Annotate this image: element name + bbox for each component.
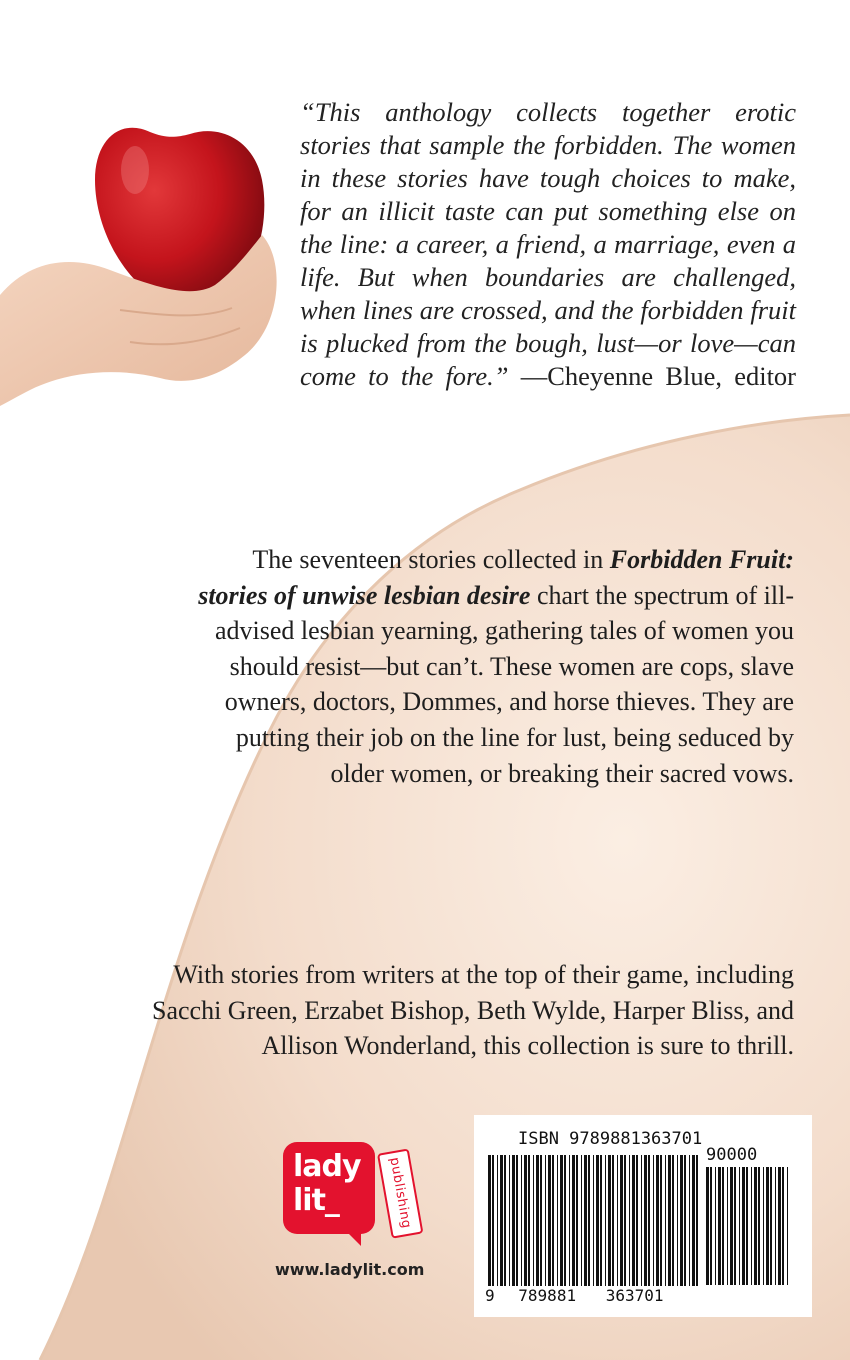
book-title: Forbidden Fruit: stories of unwise lesbian desire (198, 545, 794, 610)
barcode-bar (596, 1155, 599, 1297)
barcode-bar (680, 1155, 683, 1297)
barcode-bar (536, 1155, 539, 1297)
barcode-bar (778, 1167, 781, 1285)
barcode-bar (644, 1155, 647, 1297)
isbn-digits (484, 1286, 704, 1305)
barcode-bar (533, 1155, 534, 1297)
isbn-label: ISBN 9789881363701 (518, 1129, 703, 1149)
barcode-bar (692, 1155, 695, 1297)
logo-tab-label: publishing (386, 1156, 414, 1230)
barcode-bar (660, 1155, 662, 1297)
barcode-bar (576, 1155, 578, 1297)
barcode-bar (629, 1155, 630, 1297)
barcode-bar (734, 1167, 736, 1285)
barcode-bar (488, 1155, 491, 1297)
barcode-bar (715, 1167, 716, 1285)
barcode-bar (500, 1155, 503, 1297)
barcode-bar (552, 1155, 554, 1297)
price-code: 90000 (706, 1145, 758, 1165)
barcode-bar (763, 1167, 764, 1285)
barcode-bar (770, 1167, 772, 1285)
barcode-bar (636, 1155, 638, 1297)
logo-speech-bubble (283, 1142, 375, 1234)
isbn-digit-group-1: 789881 (518, 1286, 577, 1305)
barcode-bar (718, 1167, 721, 1285)
barcode-bar (540, 1155, 542, 1297)
barcode-bar (557, 1155, 558, 1297)
barcode-bar (730, 1167, 733, 1285)
barcode-bar (766, 1167, 769, 1285)
barcode-bar (620, 1155, 623, 1297)
barcode-bar (758, 1167, 760, 1285)
description-paragraph-2: With stories from writers at the top of their game, including Sacchi Green, Erzabet Bishop, Beth Wylde, Harper Bliss, and Allison Wonderland, this collection is sure to thrill. (151, 960, 794, 1061)
barcode-bar (569, 1155, 570, 1297)
editor-quote (300, 96, 796, 393)
barcode-bar (612, 1155, 614, 1297)
barcode-bar (560, 1155, 563, 1297)
logo-line-2: lit_ (293, 1183, 339, 1218)
barcode-bar (548, 1155, 551, 1297)
barcode-bar (668, 1155, 671, 1297)
barcode-bar (572, 1155, 575, 1297)
barcode-bar (605, 1155, 606, 1297)
logo-wordmark (293, 1150, 373, 1218)
barcode-bar (684, 1155, 686, 1297)
publisher-logo (275, 1142, 433, 1279)
barcode-bar (742, 1167, 745, 1285)
barcode-bar (665, 1155, 666, 1297)
barcode-bar (545, 1155, 546, 1297)
barcode-bar (608, 1155, 611, 1297)
barcode-bar (564, 1155, 566, 1297)
barcode-bar (524, 1155, 527, 1297)
barcode-bar (648, 1155, 650, 1297)
isbn-barcode (474, 1115, 812, 1317)
barcode-bar (632, 1155, 635, 1297)
barcode-bar (722, 1167, 724, 1285)
barcode-bar (492, 1155, 494, 1297)
barcode-bar (528, 1155, 530, 1297)
barcode-price-bars (706, 1167, 790, 1285)
barcode-bar (710, 1167, 712, 1285)
barcode-bar (727, 1167, 728, 1285)
logo-publishing-tab (377, 1148, 423, 1238)
barcode-bar (672, 1155, 674, 1297)
barcode-bar (689, 1155, 690, 1297)
barcode-bar (696, 1155, 698, 1297)
barcode-bar (509, 1155, 510, 1297)
barcode-bar (706, 1167, 709, 1285)
quote-text: “This anthology collects together erotic stories that sample the forbidden. The women in these stories have tough choices to make, for an illicit taste can put something else on the line: a career, a friend, a marriage, even a life. But when boundaries are challenged, when lines are crossed, and the forbidden fruit is plucked from the bough, lust—or love—can come to the fore.” (300, 97, 796, 391)
barcode-bar (746, 1167, 748, 1285)
description-body: chart the spectrum of ill-advised lesbian yearning, gathering tales of women you should resist—but can’t. These women are cops, slave owners, doctors, Dommes, and horse thieves. They are putting their job on the line for lust, being seduced by older women, or breaking their sacred vows. (214, 580, 794, 788)
publisher-url: www.ladylit.com (275, 1260, 425, 1279)
barcode-bar (624, 1155, 626, 1297)
barcode-bar (512, 1155, 515, 1297)
barcode-bar (600, 1155, 602, 1297)
logo-line-1: lady (293, 1149, 361, 1184)
quote-attribution: —Cheyenne Blue, editor (520, 361, 797, 391)
barcode-bar (641, 1155, 642, 1297)
barcode-bar (593, 1155, 594, 1297)
barcode-bar (751, 1167, 752, 1285)
barcode-bar (581, 1155, 582, 1297)
description-lead: The seventeen stories collected in (252, 545, 604, 574)
barcode-bar (787, 1167, 788, 1285)
barcode-bar (677, 1155, 678, 1297)
isbn-digit-group-2: 363701 (605, 1286, 664, 1305)
barcode-bar (504, 1155, 506, 1297)
barcode-bar (516, 1155, 518, 1297)
barcode-bar (584, 1155, 587, 1297)
barcode-bar (617, 1155, 618, 1297)
barcode-bar (739, 1167, 740, 1285)
barcode-main-bars (488, 1155, 698, 1297)
barcode-bar (775, 1167, 776, 1285)
barcode-bar (497, 1155, 498, 1297)
barcode-bar (656, 1155, 659, 1297)
barcode-bar (521, 1155, 522, 1297)
isbn-digit-first: 9 (485, 1286, 495, 1305)
barcode-bar (782, 1167, 784, 1285)
barcode-bar (653, 1155, 654, 1297)
apple-in-hand-image (0, 110, 300, 420)
logo-bubble-tail (343, 1228, 361, 1246)
description-paragraph-1 (194, 542, 794, 791)
barcode-bar (588, 1155, 590, 1297)
barcode-bar (754, 1167, 757, 1285)
